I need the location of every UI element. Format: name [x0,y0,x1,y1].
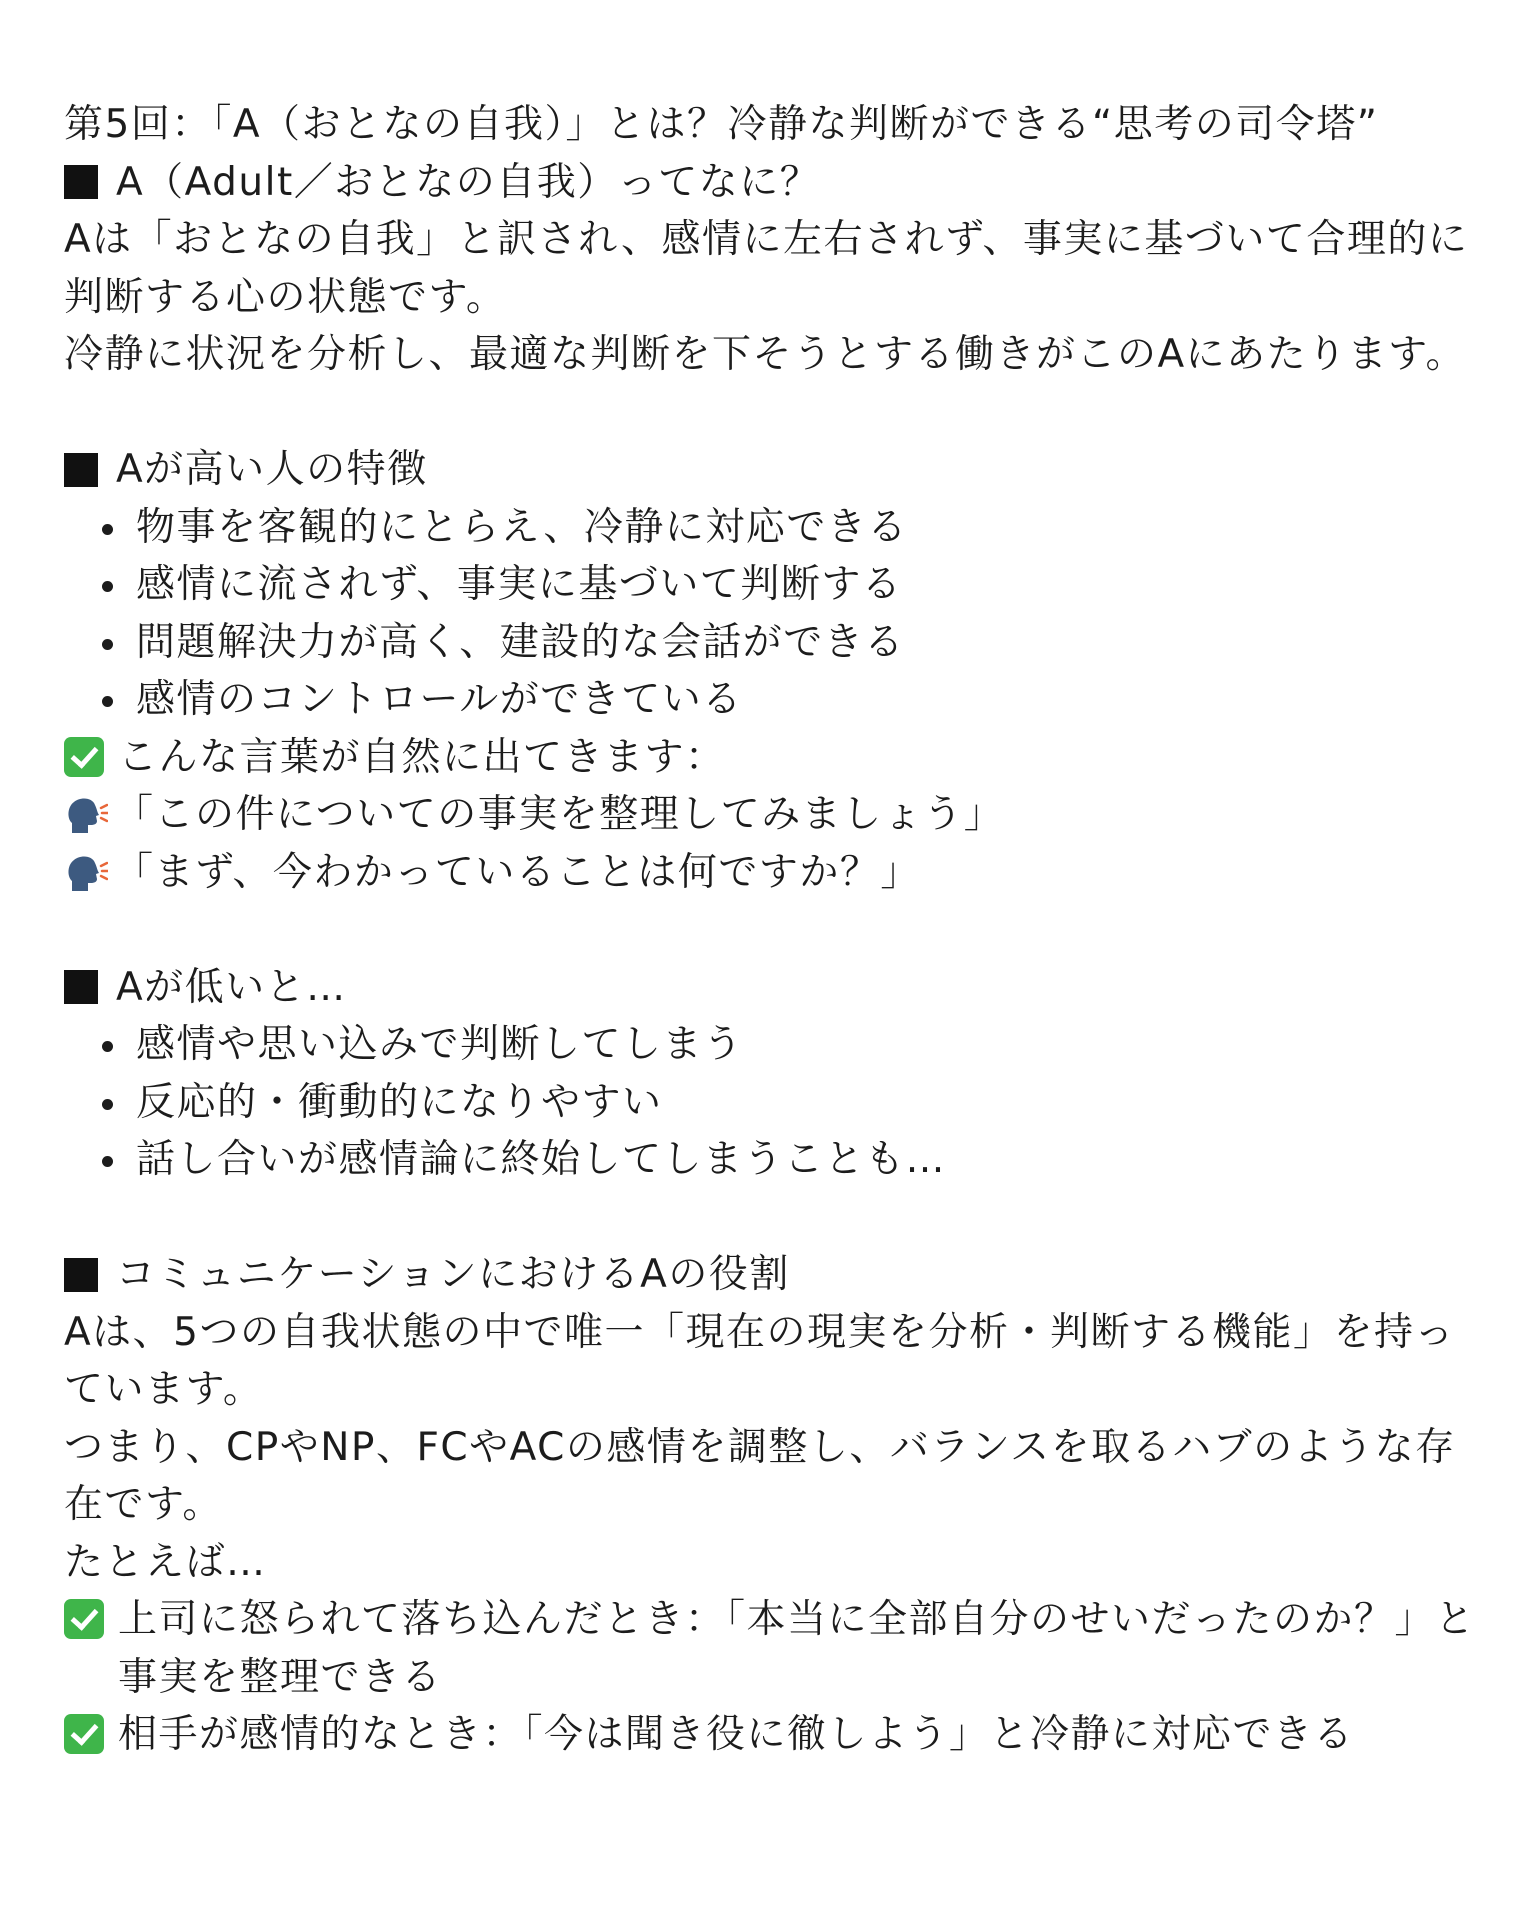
paragraph: Aは、5つの自我状態の中で唯一「現在の現実を分析・判断する機能」を持っています。 [64,1309,1455,1412]
quote-line [64,786,1484,844]
check-mark-button-icon [64,1599,104,1639]
blank-line [64,901,1484,959]
list-item: 感情のコントロールができている [64,671,1484,729]
example-line [64,1706,1484,1764]
check-mark-button-icon [64,1714,104,1754]
quote-text: 「まず、今わかっていることは何ですか？」 [114,849,921,895]
check-line [64,729,1484,787]
black-square-icon [64,970,98,1004]
paragraph: Aは「おとなの自我」と訳され、感情に左右されず、事実に基づいて合理的に判断する心の状態です。 [64,217,1469,320]
list-item: 反応的・衝動的になりやすい [64,1074,1484,1132]
document-body [64,96,1484,1764]
black-square-icon [64,165,98,199]
black-square-icon [64,1258,98,1292]
speaking-head-icon [64,793,108,837]
list-item: 物事を客観的にとらえ、冷静に対応できる [64,499,1484,557]
page-title: 第5回：「A（おとなの自我）」とは？冷静な判断ができる“思考の司令塔” [64,102,1379,147]
section-heading-text: A（Adult／おとなの自我）ってなに？ [116,159,821,205]
section-heading-what [64,154,1484,212]
blank-line [64,384,1484,442]
section-heading-low [64,959,1484,1017]
bullet-list [64,1016,1484,1189]
example-line [64,1591,1484,1706]
paragraph: 冷静に状況を分析し、最適な判断を下そうとする働きがこのAにあたります。 [64,332,1467,377]
list-item: 話し合いが感情論に終始してしまうことも… [64,1131,1484,1189]
paragraph: つまり、CPやNP、FCやACの感情を調整し、バランスを取るハブのような存在です。 [64,1424,1456,1527]
paragraph: たとえば… [64,1539,267,1585]
list-item: 問題解決力が高く、建設的な会話ができる [64,614,1484,672]
list-item: 感情や思い込みで判断してしまう [64,1016,1484,1074]
bullet-list [64,499,1484,729]
check-line-text: こんな言葉が自然に出てきます： [118,734,726,780]
quote-line [64,844,1484,902]
section-heading-role [64,1246,1484,1304]
example-text: 上司に怒られて落ち込んだとき：「本当に全部自分のせいだったのか？」と事実を整理できる [118,1597,1476,1700]
list-item: 感情に流されず、事実に基づいて判断する [64,556,1484,614]
section-heading-text: コミュニケーションにおけるAの役割 [116,1252,790,1297]
blank-line [64,1189,1484,1247]
check-mark-button-icon [64,737,104,777]
quote-text: 「この件についての事実を整理してみましょう」 [114,792,1005,837]
speaking-head-icon [64,851,108,895]
example-text: 相手が感情的なとき：「今は聞き役に徹しよう」と冷静に対応できる [118,1712,1355,1757]
section-heading-high [64,441,1484,499]
section-heading-text: Aが低いと… [116,964,347,1010]
section-heading-text: Aが高い人の特徴 [116,447,428,492]
black-square-icon [64,453,98,487]
